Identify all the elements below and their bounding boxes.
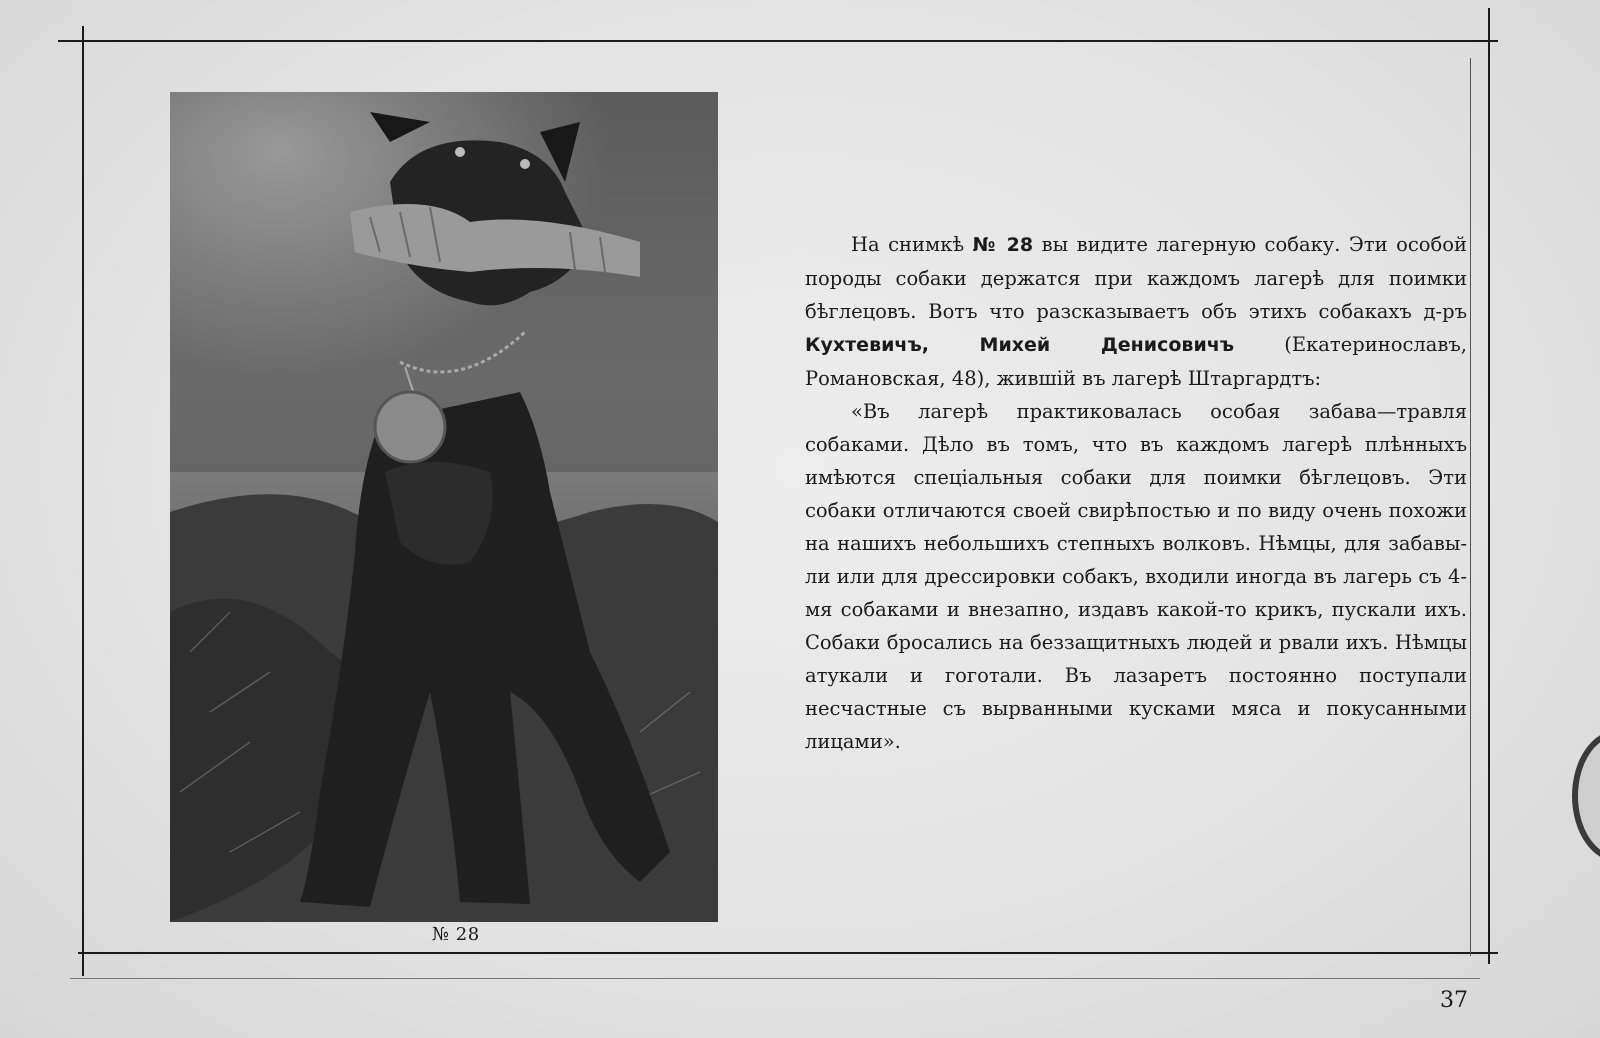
- photo-reference: № 28: [972, 234, 1034, 256]
- library-stamp: [1572, 730, 1600, 862]
- frame-bottom-rule: [78, 952, 1498, 954]
- dog-photograph: [170, 92, 718, 922]
- person-name: Кухтевичъ, Михей Денисовичъ: [805, 334, 1235, 356]
- dog-photo-image: [170, 92, 718, 922]
- frame-right-rule: [1488, 8, 1490, 964]
- page-number: 37: [1440, 988, 1468, 1013]
- intro-text-1: На снимкѣ: [851, 233, 973, 256]
- frame-bottom-rule-inner: [70, 978, 1480, 979]
- frame-left-rule: [82, 26, 84, 976]
- paragraph-quote: «Въ лагерѣ практиковалась особая забава—травля собаками. Дѣло въ томъ, что въ каждомъ лагерѣ плѣнныхъ имѣются спеціальныя собаки для поимки бѣглецовъ. Эти собаки отличаются своей свирѣпостью и по виду очень похожи на нашихъ небольшихъ степныхъ волковъ. Нѣмцы, для забавы-ли или для дрессировки собакъ, входили иногда въ лагерь съ 4-мя собаками и внезапно, издавъ какой-то крикъ, пускали ихъ. Собаки бросались на беззащитныхъ людей и рвали ихъ. Нѣмцы атукали и гоготали. Въ лазаретъ постоянно поступали несчастные съ вырванными кусками мяса и покусанными лицами».: [805, 400, 1467, 753]
- paragraph-intro: [805, 228, 1467, 395]
- photo-caption: № 28: [432, 924, 480, 945]
- body-text: [805, 228, 1467, 758]
- intro-text-3: (Екатеринославъ, Романовская, 48), жившій въ лагерѣ Штаргардтъ:: [805, 333, 1467, 390]
- frame-top-rule: [58, 40, 1498, 42]
- frame-right-rule-inner: [1470, 58, 1471, 956]
- intro-text-2: вы видите лагерную собаку. Эти особой породы собаки держатся при каждомъ лагерѣ для поимки бѣглецовъ. Вотъ что разсказываетъ объ этихъ собакахъ д-ръ: [805, 233, 1467, 323]
